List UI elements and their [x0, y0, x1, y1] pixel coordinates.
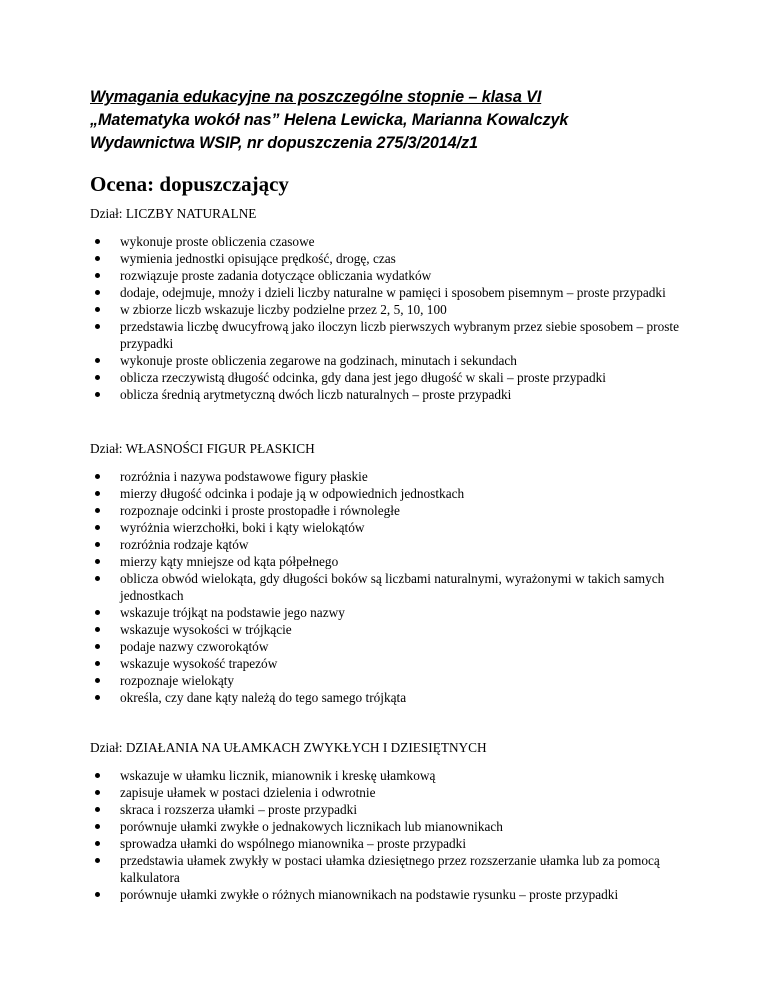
list-item: wykonuje proste obliczenia czasowe: [90, 233, 690, 250]
section-list-liczby-naturalne: [90, 233, 690, 403]
list-item: rozróżnia rodzaje kątów: [90, 536, 690, 553]
section-title-wlasnosci-figur: Dział: WŁASNOŚCI FIGUR PŁASKICH: [90, 441, 315, 456]
document-header: [90, 86, 730, 155]
list-item: wskazuje wysokość trapezów: [90, 655, 690, 672]
section-list-wlasnosci-figur: [90, 468, 690, 706]
section-title-liczby-naturalne: Dział: LICZBY NATURALNE: [90, 206, 257, 221]
list-item: podaje nazwy czworokątów: [90, 638, 690, 655]
list-item: rozwiązuje proste zadania dotyczące obliczania wydatków: [90, 267, 690, 284]
list-item: dodaje, odejmuje, mnoży i dzieli liczby naturalne w pamięci i sposobem pisemnym – proste przypadki: [90, 284, 690, 301]
header-line-2: „Matematyka wokół nas” Helena Lewicka, Marianna Kowalczyk: [90, 111, 569, 129]
list-item: mierzy długość odcinka i podaje ją w odpowiednich jednostkach: [90, 485, 690, 502]
list-item: porównuje ułamki zwykłe o różnych mianownikach na podstawie rysunku – proste przypadki: [90, 886, 690, 903]
list-item: oblicza średnią arytmetyczną dwóch liczb naturalnych – proste przypadki: [90, 386, 690, 403]
list-item: przedstawia liczbę dwucyfrową jako iloczyn liczb pierwszych wybranym przez siebie sposobem – proste przypadki: [90, 318, 690, 352]
section-title-dzialania-na-ulamkach: Dział: DZIAŁANIA NA UŁAMKACH ZWYKŁYCH I DZIESIĘTNYCH: [90, 740, 487, 755]
list-item: porównuje ułamki zwykłe o jednakowych licznikach lub mianownikach: [90, 818, 690, 835]
list-item: w zbiorze liczb wskazuje liczby podzielne przez 2, 5, 10, 100: [90, 301, 690, 318]
list-item: wskazuje wysokości w trójkącie: [90, 621, 690, 638]
list-item: zapisuje ułamek w postaci dzielenia i odwrotnie: [90, 784, 690, 801]
header-line-3: Wydawnictwa WSIP, nr dopuszczenia 275/3/2014/z1: [90, 134, 478, 152]
section-list-dzialania-na-ulamkach: [90, 767, 690, 903]
list-item: wskazuje trójkąt na podstawie jego nazwy: [90, 604, 690, 621]
list-item: sprowadza ułamki do wspólnego mianownika – proste przypadki: [90, 835, 690, 852]
list-item: mierzy kąty mniejsze od kąta półpełnego: [90, 553, 690, 570]
list-item: skraca i rozszerza ułamki – proste przypadki: [90, 801, 690, 818]
list-item: rozróżnia i nazywa podstawowe figury płaskie: [90, 468, 690, 485]
list-item: przedstawia ułamek zwykły w postaci ułamka dziesiętnego przez rozszerzanie ułamka lub za pomocą kalkulatora: [90, 852, 690, 886]
list-item: określa, czy dane kąty należą do tego samego trójkąta: [90, 689, 690, 706]
header-line-1: Wymagania edukacyjne na poszczególne stopnie – klasa VI: [90, 88, 542, 106]
list-item: rozpoznaje wielokąty: [90, 672, 690, 689]
list-item: oblicza obwód wielokąta, gdy długości boków są liczbami naturalnymi, wyrażonymi w takich samych jednostkach: [90, 570, 690, 604]
grade-title: Ocena: dopuszczający: [90, 172, 289, 196]
list-item: wykonuje proste obliczenia zegarowe na godzinach, minutach i sekundach: [90, 352, 690, 369]
list-item: wyróżnia wierzchołki, boki i kąty wielokątów: [90, 519, 690, 536]
list-item: wskazuje w ułamku licznik, mianownik i kreskę ułamkową: [90, 767, 690, 784]
list-item: rozpoznaje odcinki i proste prostopadłe i równoległe: [90, 502, 690, 519]
list-item: wymienia jednostki opisujące prędkość, drogę, czas: [90, 250, 690, 267]
list-item: oblicza rzeczywistą długość odcinka, gdy dana jest jego długość w skali – proste przypadki: [90, 369, 690, 386]
